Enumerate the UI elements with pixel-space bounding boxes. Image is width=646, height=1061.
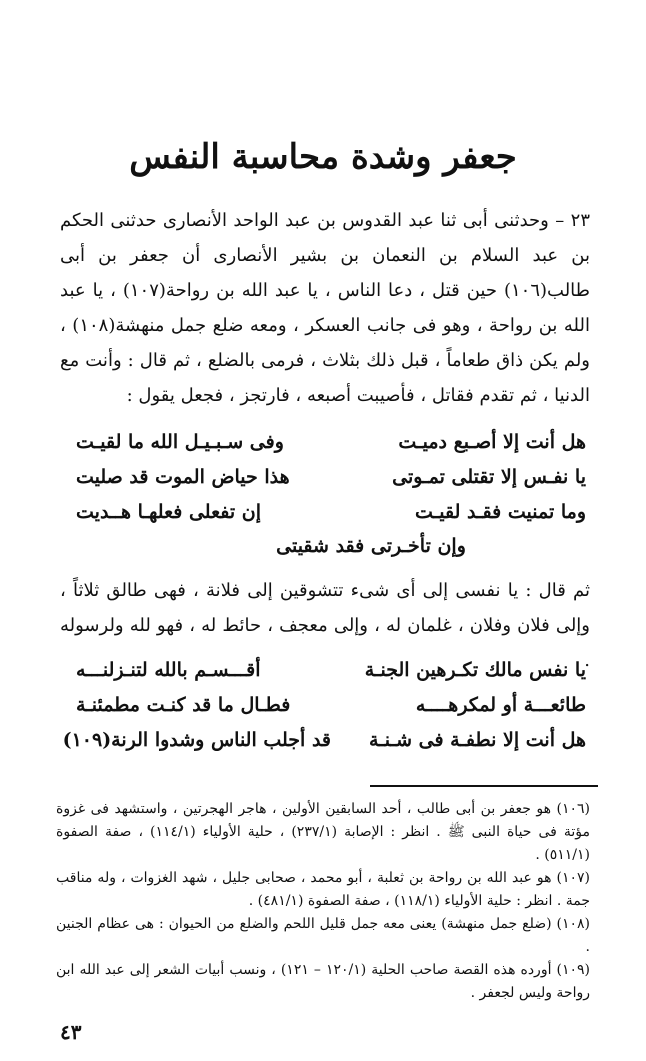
verse-row xyxy=(76,459,586,494)
verse-first-hemistich: وما تمنيت فقـد لقيـت xyxy=(415,500,586,523)
footnote-106: (١٠٦) هو جعفر بن أبى طالب ، أحد السابقين الأولين ، هاجر الهجرتين ، واستشهد فى غزوة مؤتة فى حياة النبى ﷺ . انظر : الإصابة (٢٣٧/١) ، حلية الأولياء (١١٤/١) ، صفة الصفوة (٥١١/١) . xyxy=(56,801,590,863)
verse-first-hemistich: هل أنت إلا نطفـة فى شـنـة xyxy=(369,728,586,751)
verse-second-hemistich: إن تفعلى فعلهـا هــديت xyxy=(76,500,261,523)
verse-row xyxy=(62,722,586,757)
verse-row xyxy=(76,494,586,529)
footnotes xyxy=(56,798,590,1005)
verse-first-hemistich: يا نفس مالك تكـرهين الجنـة xyxy=(364,658,586,681)
verse-first-hemistich: هل أنت إلا أصـبع دميـت xyxy=(398,430,586,453)
verse-row xyxy=(76,652,586,687)
footnote-109: (١٠٩) أورده هذه القصة صاحب الحلية (١٢٠/١ – ١٢١) ، ونسب أبيات الشعر إلى عبد الله ابن رواحة وليس لجعفر . xyxy=(56,962,591,1001)
verse-row xyxy=(76,424,586,459)
verse-row xyxy=(76,687,586,722)
section-title: جعفر وشدة محاسبة النفس xyxy=(129,137,517,177)
page-number: ٤٣ xyxy=(60,1020,82,1044)
verse-second-hemistich: قد أجلب الناس وشدوا الرنة(١٠٩) xyxy=(62,728,331,751)
footnote-108: (١٠٨) (ضلع جمل منهشة) يعنى معه جمل قليل اللحم والضلع من الحيوان : هى عظام الجنين . xyxy=(56,916,590,955)
verse-second-hemistich: وفى سـبـيـل الله ما لقيـت xyxy=(76,430,284,453)
footnote-107: (١٠٧) هو عبد الله بن رواحة بن ثعلبة ، أبو محمد ، صحابى جليل ، شهد الغزوات ، وله مناقب جمة . انظر : حلية الأولياء (١١٨/١) ، صفة الصفوة (٤٨١/١) . xyxy=(56,870,590,909)
verse-single-line: وإن تأخـرتى فقد شقيتى xyxy=(276,535,466,557)
verse-first-hemistich: يا نفـس إلا تقتلى تمـوتى xyxy=(392,465,586,488)
verse-second-hemistich: أقـــسـم بالله لتنـزلنـــه xyxy=(76,658,261,681)
narration-paragraph-2: ثم قال : يا نفسى إلى أى شىء تتشوقين إلى فلانة ، فهى طالق ثلاثاً ، وإلى فلان وفلان ، غلمان له ، وإلى معجف ، حائط له ، فهو لله ولرسوله . xyxy=(60,580,590,671)
verse-second-hemistich: هذا حياض الموت قد صليت xyxy=(76,465,290,488)
poem-2 xyxy=(62,652,586,757)
verse-first-hemistich: طائعـــة أو لمكرهــــه xyxy=(415,693,586,716)
poem-1 xyxy=(76,424,586,564)
narration-paragraph-1: ٢٣ – وحدثنى أبى ثنا عبد القدوس بن عبد الواحد الأنصارى حدثنى الحكم بن عبد السلام بن النعمان بن بشير الأنصارى أن جعفر بن أبى طالب(١٠٦) حين قتل ، دعا الناس ، يا عبد الله بن رواحة(١٠٧) ، يا عبد الله بن رواحة ، وهو فى جانب العسكر ، ومعه ضلع جمل منهشة(١٠٨) ، ولم يكن ذاق طعاماً ، قبل ذلك بثلاث ، فرمى بالضلع ، ثم قال : وأنت مع الدنيا ، ثم تقدم فقاتل ، فأصيبت أصبعه ، فارتجز ، فجعل يقول : xyxy=(60,210,590,406)
verse-second-hemistich: فطـال ما قد كنـت مطمئنـة xyxy=(76,693,291,716)
footnote-divider xyxy=(370,785,598,787)
